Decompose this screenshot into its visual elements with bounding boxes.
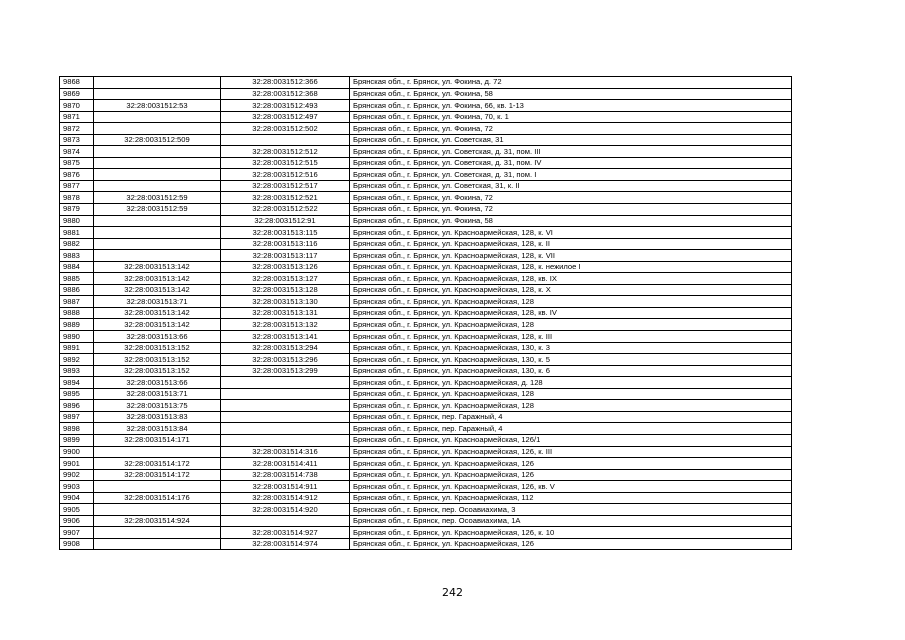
- table-row: [60, 400, 792, 412]
- table-row: [60, 492, 792, 504]
- table-row: [60, 377, 792, 389]
- row-number-cell: 9893: [60, 365, 94, 377]
- row-number-cell: 9880: [60, 215, 94, 227]
- row-number-cell: 9906: [60, 515, 94, 527]
- address-cell: Брянская обл., г. Брянск, ул. Красноармейская, 126, кв. V: [350, 481, 792, 493]
- address-cell: Брянская обл., г. Брянск, ул. Красноармейская, 126/1: [350, 434, 792, 446]
- land-parcel-number-cell: [94, 215, 221, 227]
- building-number-cell: 32:28:0031513:141: [221, 331, 350, 343]
- address-cell: Брянская обл., г. Брянск, ул. Советская, 31, к. II: [350, 180, 792, 192]
- land-parcel-number-cell: 32:28:0031514:172: [94, 469, 221, 481]
- building-number-cell: 32:28:0031514:911: [221, 481, 350, 493]
- address-cell: Брянская обл., г. Брянск, ул. Красноармейская, 128, к. VII: [350, 250, 792, 262]
- table-row: [60, 169, 792, 181]
- row-number-cell: 9905: [60, 504, 94, 516]
- address-cell: Брянская обл., г. Брянск, ул. Фокина, 58: [350, 215, 792, 227]
- row-number-cell: 9868: [60, 77, 94, 89]
- row-number-cell: 9877: [60, 180, 94, 192]
- table-row: [60, 515, 792, 527]
- land-parcel-number-cell: 32:28:0031514:176: [94, 492, 221, 504]
- building-number-cell: 32:28:0031513:130: [221, 296, 350, 308]
- table-row: [60, 354, 792, 366]
- land-parcel-number-cell: 32:28:0031512:53: [94, 100, 221, 112]
- land-parcel-number-cell: 32:28:0031512:59: [94, 204, 221, 216]
- row-number-cell: 9899: [60, 434, 94, 446]
- table-row: [60, 146, 792, 158]
- building-number-cell: 32:28:0031512:493: [221, 100, 350, 112]
- table-row: [60, 134, 792, 146]
- building-number-cell: 32:28:0031513:299: [221, 365, 350, 377]
- land-parcel-number-cell: 32:28:0031513:75: [94, 400, 221, 412]
- address-cell: Брянская обл., г. Брянск, ул. Красноармейская, 130, к. 6: [350, 365, 792, 377]
- building-number-cell: 32:28:0031512:368: [221, 88, 350, 100]
- row-number-cell: 9869: [60, 88, 94, 100]
- address-cell: Брянская обл., г. Брянск, ул. Фокина, 70, к. 1: [350, 111, 792, 123]
- row-number-cell: 9873: [60, 134, 94, 146]
- address-cell: Брянская обл., г. Брянск, ул. Красноармейская, 128, кв. IX: [350, 273, 792, 285]
- row-number-cell: 9884: [60, 261, 94, 273]
- land-parcel-number-cell: [94, 77, 221, 89]
- land-parcel-number-cell: [94, 169, 221, 181]
- land-parcel-number-cell: 32:28:0031513:152: [94, 365, 221, 377]
- table-row: [60, 215, 792, 227]
- building-number-cell: [221, 377, 350, 389]
- table-row: [60, 538, 792, 550]
- address-cell: Брянская обл., г. Брянск, ул. Красноармейская, 128, к. X: [350, 284, 792, 296]
- land-parcel-number-cell: [94, 446, 221, 458]
- address-cell: Брянская обл., г. Брянск, ул. Красноармейская, 130, к. 3: [350, 342, 792, 354]
- row-number-cell: 9878: [60, 192, 94, 204]
- building-number-cell: 32:28:0031513:131: [221, 307, 350, 319]
- address-cell: Брянская обл., г. Брянск, ул. Красноармейская, 126: [350, 458, 792, 470]
- row-number-cell: 9896: [60, 400, 94, 412]
- table-row: [60, 504, 792, 516]
- row-number-cell: 9901: [60, 458, 94, 470]
- land-parcel-number-cell: 32:28:0031513:83: [94, 411, 221, 423]
- page-number: 242: [442, 586, 463, 599]
- land-parcel-number-cell: 32:28:0031514:924: [94, 515, 221, 527]
- row-number-cell: 9894: [60, 377, 94, 389]
- table-row: [60, 411, 792, 423]
- building-number-cell: 32:28:0031512:515: [221, 157, 350, 169]
- building-number-cell: 32:28:0031512:517: [221, 180, 350, 192]
- building-number-cell: 32:28:0031514:738: [221, 469, 350, 481]
- table-row: [60, 227, 792, 239]
- row-number-cell: 9881: [60, 227, 94, 239]
- building-number-cell: 32:28:0031514:912: [221, 492, 350, 504]
- table-row: [60, 284, 792, 296]
- table-row: [60, 238, 792, 250]
- table-row: [60, 342, 792, 354]
- address-cell: Брянская обл., г. Брянск, ул. Красноармейская, 128: [350, 388, 792, 400]
- row-number-cell: 9875: [60, 157, 94, 169]
- table-row: [60, 77, 792, 89]
- building-number-cell: 32:28:0031512:512: [221, 146, 350, 158]
- building-number-cell: [221, 423, 350, 435]
- row-number-cell: 9897: [60, 411, 94, 423]
- land-parcel-number-cell: 32:28:0031512:509: [94, 134, 221, 146]
- address-cell: Брянская обл., г. Брянск, ул. Фокина, 72: [350, 123, 792, 135]
- building-number-cell: [221, 515, 350, 527]
- land-parcel-number-cell: 32:28:0031513:142: [94, 307, 221, 319]
- address-cell: Брянская обл., г. Брянск, ул. Красноармейская, 128: [350, 296, 792, 308]
- building-number-cell: 32:28:0031512:521: [221, 192, 350, 204]
- row-number-cell: 9889: [60, 319, 94, 331]
- address-cell: Брянская обл., г. Брянск, пер. Осоавиахима, 1А: [350, 515, 792, 527]
- land-parcel-number-cell: [94, 538, 221, 550]
- table-row: [60, 423, 792, 435]
- building-number-cell: 32:28:0031512:502: [221, 123, 350, 135]
- table-row: [60, 446, 792, 458]
- land-parcel-number-cell: [94, 504, 221, 516]
- land-parcel-number-cell: 32:28:0031513:142: [94, 284, 221, 296]
- row-number-cell: 9892: [60, 354, 94, 366]
- land-parcel-number-cell: 32:28:0031513:142: [94, 319, 221, 331]
- address-cell: Брянская обл., г. Брянск, ул. Красноармейская, 128: [350, 319, 792, 331]
- address-cell: Брянская обл., г. Брянск, ул. Красноармейская, 128, кв. IV: [350, 307, 792, 319]
- address-cell: Брянская обл., г. Брянск, ул. Красноармейская, 128, к. III: [350, 331, 792, 343]
- table-row: [60, 204, 792, 216]
- address-cell: Брянская обл., г. Брянск, ул. Советская, д. 31, пом. IV: [350, 157, 792, 169]
- table-row: [60, 527, 792, 539]
- table-row: [60, 319, 792, 331]
- building-number-cell: 32:28:0031513:296: [221, 354, 350, 366]
- row-number-cell: 9882: [60, 238, 94, 250]
- land-parcel-number-cell: [94, 180, 221, 192]
- cadastral-table: [59, 76, 792, 550]
- building-number-cell: [221, 411, 350, 423]
- table-row: [60, 458, 792, 470]
- land-parcel-number-cell: [94, 227, 221, 239]
- row-number-cell: 9904: [60, 492, 94, 504]
- table-row: [60, 157, 792, 169]
- table-row: [60, 100, 792, 112]
- building-number-cell: [221, 388, 350, 400]
- address-cell: Брянская обл., г. Брянск, ул. Красноармейская, 130, к. 5: [350, 354, 792, 366]
- row-number-cell: 9885: [60, 273, 94, 285]
- land-parcel-number-cell: [94, 157, 221, 169]
- building-number-cell: 32:28:0031514:974: [221, 538, 350, 550]
- land-parcel-number-cell: [94, 88, 221, 100]
- address-cell: Брянская обл., г. Брянск, ул. Красноармейская, 112: [350, 492, 792, 504]
- row-number-cell: 9874: [60, 146, 94, 158]
- table-row: [60, 192, 792, 204]
- land-parcel-number-cell: 32:28:0031513:71: [94, 296, 221, 308]
- address-cell: Брянская обл., г. Брянск, ул. Красноармейская, 128, к. VI: [350, 227, 792, 239]
- building-number-cell: 32:28:0031513:127: [221, 273, 350, 285]
- address-cell: Брянская обл., г. Брянск, пер. Гаражный, 4: [350, 411, 792, 423]
- building-number-cell: [221, 134, 350, 146]
- row-number-cell: 9872: [60, 123, 94, 135]
- address-cell: Брянская обл., г. Брянск, пер. Осоавиахима, 3: [350, 504, 792, 516]
- table-row: [60, 88, 792, 100]
- building-number-cell: 32:28:0031513:116: [221, 238, 350, 250]
- land-parcel-number-cell: [94, 123, 221, 135]
- land-parcel-number-cell: 32:28:0031513:152: [94, 354, 221, 366]
- address-cell: Брянская обл., г. Брянск, ул. Советская, д. 31, пом. I: [350, 169, 792, 181]
- building-number-cell: [221, 434, 350, 446]
- table-row: [60, 273, 792, 285]
- building-number-cell: 32:28:0031512:91: [221, 215, 350, 227]
- table-row: [60, 296, 792, 308]
- land-parcel-number-cell: [94, 238, 221, 250]
- table-row: [60, 365, 792, 377]
- row-number-cell: 9898: [60, 423, 94, 435]
- address-cell: Брянская обл., г. Брянск, ул. Красноармейская, 128: [350, 400, 792, 412]
- row-number-cell: 9888: [60, 307, 94, 319]
- row-number-cell: 9900: [60, 446, 94, 458]
- land-parcel-number-cell: 32:28:0031513:66: [94, 377, 221, 389]
- table-row: [60, 111, 792, 123]
- address-cell: Брянская обл., г. Брянск, ул. Красноармейская, 128, к. II: [350, 238, 792, 250]
- address-cell: Брянская обл., г. Брянск, ул. Фокина, д. 72: [350, 77, 792, 89]
- row-number-cell: 9879: [60, 204, 94, 216]
- table-row: [60, 123, 792, 135]
- building-number-cell: 32:28:0031514:920: [221, 504, 350, 516]
- table-row: [60, 261, 792, 273]
- table-row: [60, 388, 792, 400]
- building-number-cell: 32:28:0031513:115: [221, 227, 350, 239]
- row-number-cell: 9908: [60, 538, 94, 550]
- row-number-cell: 9891: [60, 342, 94, 354]
- address-cell: Брянская обл., г. Брянск, ул. Советская, 31: [350, 134, 792, 146]
- land-parcel-number-cell: 32:28:0031514:171: [94, 434, 221, 446]
- address-cell: Брянская обл., г. Брянск, ул. Советская, д. 31, пом. III: [350, 146, 792, 158]
- table-row: [60, 481, 792, 493]
- building-number-cell: 32:28:0031514:411: [221, 458, 350, 470]
- building-number-cell: 32:28:0031512:516: [221, 169, 350, 181]
- address-cell: Брянская обл., г. Брянск, ул. Красноармейская, 128, к. нежилое I: [350, 261, 792, 273]
- address-cell: Брянская обл., г. Брянск, ул. Красноармейская, 126: [350, 469, 792, 481]
- address-cell: Брянская обл., г. Брянск, пер. Гаражный, 4: [350, 423, 792, 435]
- land-parcel-number-cell: 32:28:0031513:152: [94, 342, 221, 354]
- land-parcel-number-cell: [94, 527, 221, 539]
- land-parcel-number-cell: 32:28:0031513:142: [94, 261, 221, 273]
- table-row: [60, 180, 792, 192]
- building-number-cell: 32:28:0031513:126: [221, 261, 350, 273]
- land-parcel-number-cell: 32:28:0031513:66: [94, 331, 221, 343]
- table-row: [60, 469, 792, 481]
- row-number-cell: 9887: [60, 296, 94, 308]
- land-parcel-number-cell: [94, 250, 221, 262]
- land-parcel-number-cell: 32:28:0031512:59: [94, 192, 221, 204]
- row-number-cell: 9883: [60, 250, 94, 262]
- row-number-cell: 9890: [60, 331, 94, 343]
- land-parcel-number-cell: [94, 481, 221, 493]
- table-row: [60, 307, 792, 319]
- building-number-cell: 32:28:0031512:522: [221, 204, 350, 216]
- row-number-cell: 9903: [60, 481, 94, 493]
- table-row: [60, 331, 792, 343]
- row-number-cell: 9871: [60, 111, 94, 123]
- address-cell: Брянская обл., г. Брянск, ул. Красноармейская, 126, к. III: [350, 446, 792, 458]
- table-row: [60, 434, 792, 446]
- building-number-cell: 32:28:0031513:294: [221, 342, 350, 354]
- row-number-cell: 9886: [60, 284, 94, 296]
- address-cell: Брянская обл., г. Брянск, ул. Фокина, 58: [350, 88, 792, 100]
- building-number-cell: 32:28:0031513:117: [221, 250, 350, 262]
- address-cell: Брянская обл., г. Брянск, ул. Фокина, 72: [350, 204, 792, 216]
- row-number-cell: 9895: [60, 388, 94, 400]
- building-number-cell: 32:28:0031512:497: [221, 111, 350, 123]
- building-number-cell: 32:28:0031512:366: [221, 77, 350, 89]
- row-number-cell: 9907: [60, 527, 94, 539]
- building-number-cell: 32:28:0031514:927: [221, 527, 350, 539]
- address-cell: Брянская обл., г. Брянск, ул. Красноармейская, 126: [350, 538, 792, 550]
- row-number-cell: 9876: [60, 169, 94, 181]
- land-parcel-number-cell: [94, 111, 221, 123]
- table-row: [60, 250, 792, 262]
- building-number-cell: 32:28:0031514:316: [221, 446, 350, 458]
- building-number-cell: [221, 400, 350, 412]
- land-parcel-number-cell: 32:28:0031513:84: [94, 423, 221, 435]
- land-parcel-number-cell: 32:28:0031513:71: [94, 388, 221, 400]
- row-number-cell: 9870: [60, 100, 94, 112]
- row-number-cell: 9902: [60, 469, 94, 481]
- land-parcel-number-cell: [94, 146, 221, 158]
- building-number-cell: 32:28:0031513:132: [221, 319, 350, 331]
- address-cell: Брянская обл., г. Брянск, ул. Красноармейская, д. 128: [350, 377, 792, 389]
- land-parcel-number-cell: 32:28:0031514:172: [94, 458, 221, 470]
- address-cell: Брянская обл., г. Брянск, ул. Фокина, 72: [350, 192, 792, 204]
- table-body: [60, 77, 792, 550]
- address-cell: Брянская обл., г. Брянск, ул. Фокина, 66, кв. 1-13: [350, 100, 792, 112]
- address-cell: Брянская обл., г. Брянск, ул. Красноармейская, 126, к. 10: [350, 527, 792, 539]
- building-number-cell: 32:28:0031513:128: [221, 284, 350, 296]
- land-parcel-number-cell: 32:28:0031513:142: [94, 273, 221, 285]
